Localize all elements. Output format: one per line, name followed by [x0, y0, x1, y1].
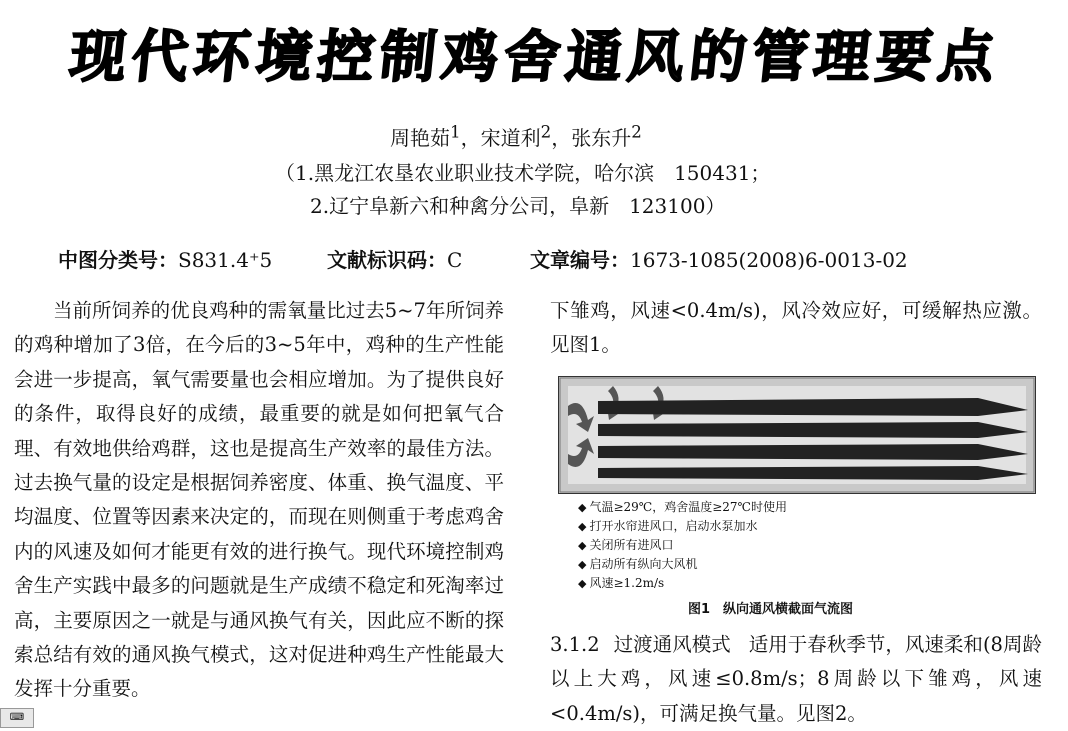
- legend-item: ◆ 气温≥29℃，鸡舍温度≥27℃时使用: [578, 498, 787, 517]
- airflow-arrow: [598, 422, 1028, 438]
- body-right-column-bottom: [550, 628, 1042, 731]
- author-affil-mark: 2: [631, 122, 642, 142]
- figure-caption: 图1 纵向通风横截面气流图: [688, 602, 854, 617]
- author-line: 周艳茹$^1$，宋道利$^2$，张东升$^2$: [390, 122, 642, 150]
- section-number: 3.1.2: [550, 633, 600, 656]
- body-left-column: [14, 294, 504, 707]
- author-affil-mark: 2: [540, 122, 552, 142]
- section-text: 适用于春秋季节，风速柔和(8周龄以上大鸡，风速≤0.8m/s；8周龄以下雏鸡，风速<0.4m/s)，可满足换气量。见图2。: [550, 633, 1042, 725]
- affiliation-line-2: 2.辽宁阜新六和种禽分公司，阜新 123100）: [310, 194, 726, 218]
- legend-item: ◆ 风速≥1.2m/s: [578, 574, 787, 593]
- author-name: 周艳茹: [390, 126, 450, 150]
- section-title: 过渡通风模式: [613, 633, 731, 656]
- body-paragraph-continued: 下雏鸡，风速<0.4m/s)，风冷效应好，可缓解热应激。见图1。: [550, 299, 1042, 357]
- clc-label: 中图分类号：: [58, 248, 178, 272]
- body-paragraph: 当前所饲养的优良鸡种的需氧量比过去5~7年所饲养的鸡种增加了3倍，在今后的3~5年中，鸡种的生产性能会进一步提高，氧气需要量也会相应增加。为了提供良好的条件，取得良好的成绩，最重要的就是如何把氧气合理、有效地供给鸡群，这也是提高生产效率的最佳方法。过去换气量的设定是根据饲养密度、体重、换气温度、平均温度、位置等因素来决定的，而现在则侧重于考虑鸡舍内的风速及如何才能更有效的进行换气。现代环境控制鸡舍生产实践中最多的问题就是生产成绩不稳定和死淘率过高，主要原因之一就是与通风换气有关，因此应不断的探索总结有效的通风换气模式，这对促进种鸡生产性能最大发挥十分重要。: [14, 299, 504, 701]
- legend-item: ◆ 打开水帘进风口，启动水泵加水: [578, 517, 787, 536]
- airflow-diagram: [558, 376, 1036, 494]
- legend-item: ◆ 启动所有纵向大风机: [578, 555, 787, 574]
- airflow-arrow: [598, 466, 1028, 480]
- article-number-value: 1673-1085(2008)6-0013-02: [630, 248, 908, 272]
- legend-item: ◆ 关闭所有进风口: [578, 536, 787, 555]
- body-right-column-top: [550, 294, 1042, 363]
- doc-code-value: C: [447, 248, 463, 272]
- figure-legend: [578, 498, 787, 593]
- doc-code-label: 文献标识码：: [327, 248, 447, 272]
- author-name: 宋道利: [480, 126, 541, 150]
- document-code: [327, 244, 462, 273]
- paper-title: 现代环境控制鸡舍通风的管理要点: [66, 25, 1004, 90]
- keyboard-icon[interactable]: ⌨: [0, 708, 34, 728]
- airflow-arrow: [598, 398, 1028, 416]
- section-paragraph: [550, 628, 1042, 731]
- airflow-arrow: [598, 444, 1028, 460]
- clc-value: S831.4⁺5: [178, 248, 273, 272]
- author-name: 张东升: [571, 126, 632, 150]
- author-affil-mark: 1: [450, 122, 461, 142]
- clc-number: [58, 244, 272, 273]
- affiliation-line-1: （1.黑龙江农垦农业职业技术学院，哈尔滨 150431；: [275, 161, 771, 185]
- article-number-label: 文章编号：: [530, 248, 630, 272]
- article-number: [530, 244, 908, 273]
